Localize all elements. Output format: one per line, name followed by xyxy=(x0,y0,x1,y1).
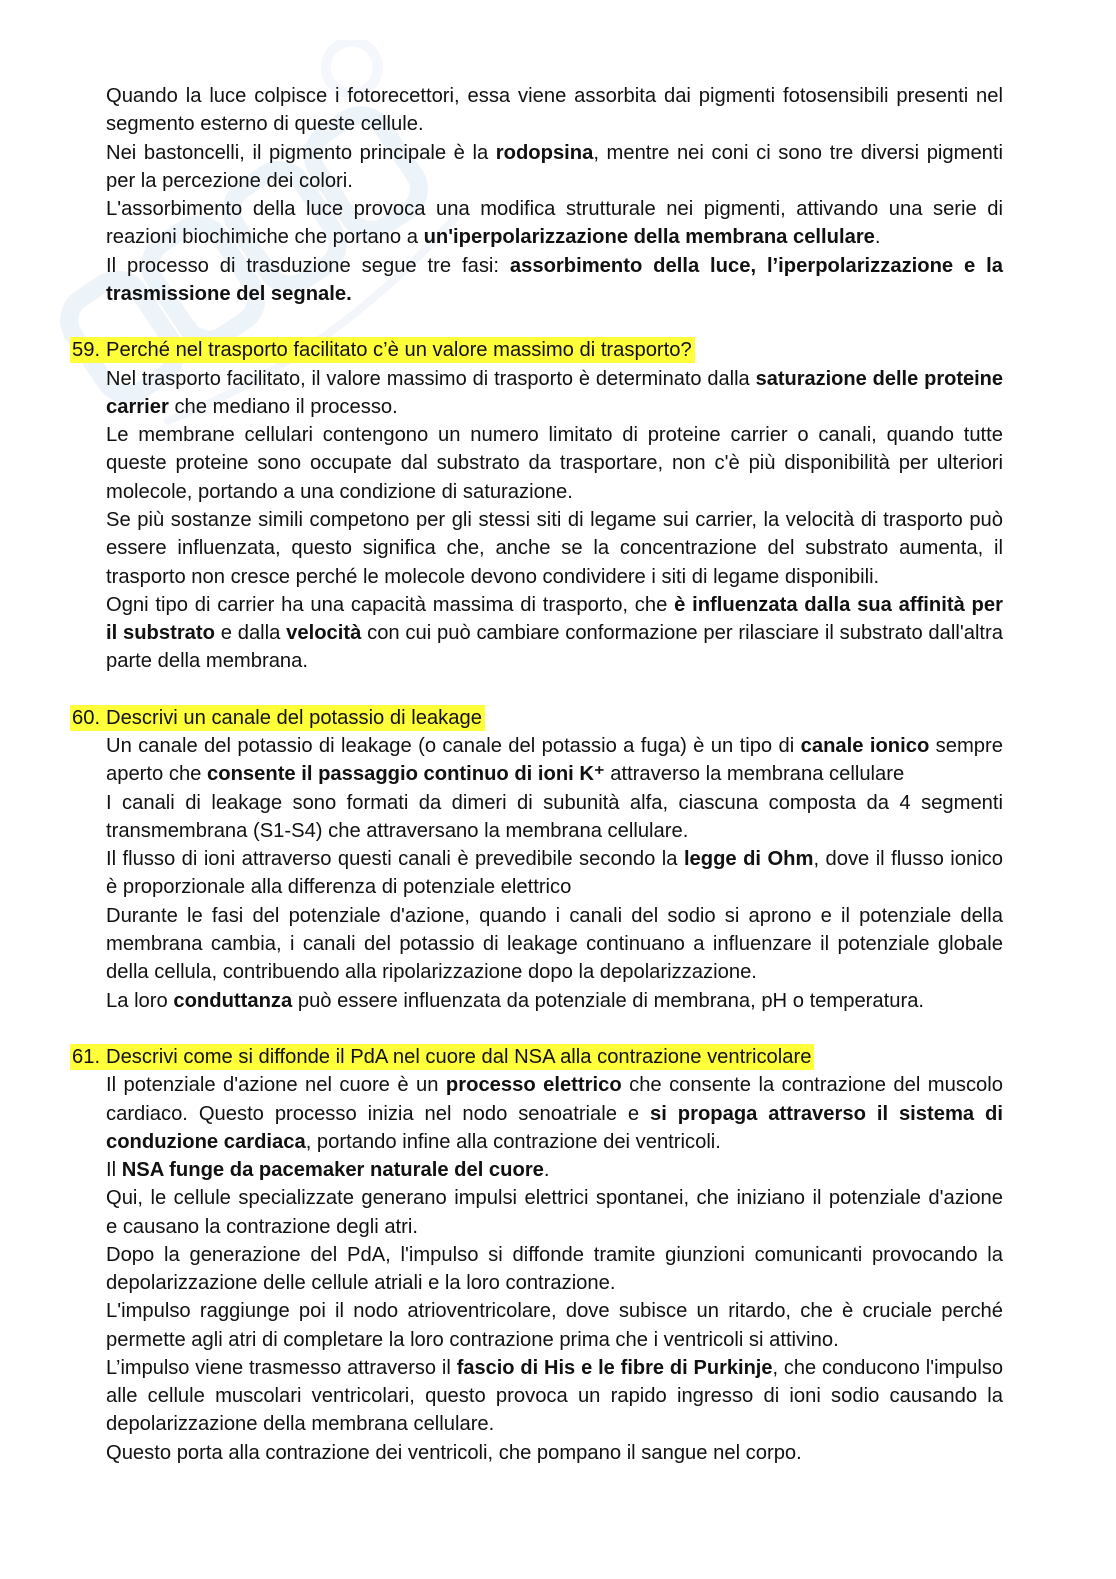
paragraph xyxy=(106,1156,1003,1184)
bold-text: trasmissione del segnale. xyxy=(106,282,352,305)
question-title: Descrivi come si diffonde il PdA nel cuore dal NSA alla contrazione ventricolare xyxy=(106,1046,812,1069)
text-line xyxy=(106,1297,1003,1325)
text-line xyxy=(106,647,1003,675)
text-line xyxy=(106,987,1003,1015)
paragraph xyxy=(106,845,1003,902)
heading-highlight xyxy=(70,1044,814,1070)
paragraph xyxy=(106,1354,1003,1439)
text-run: transmembrana (S1-S4) che attraversano la membrana cellulare. xyxy=(106,819,689,842)
text-run: sempre xyxy=(929,735,1003,758)
question-title: Descrivi un canale del potassio di leakage xyxy=(106,706,482,729)
bold-text: conduzione cardiaca xyxy=(106,1130,306,1153)
bold-text: canale ionico xyxy=(800,735,930,758)
text-run: membrana cambia, i canali del potassio di leakage continuano a influenzare il potenziale globale xyxy=(106,932,1003,955)
bold-text: rodopsina xyxy=(495,141,594,164)
text-line xyxy=(106,930,1003,958)
text-run: per la percezione dei colori. xyxy=(106,169,353,192)
text-line xyxy=(106,873,1003,901)
text-run: permette agli atri di completare la loro contrazione prima che i ventricoli si attivino. xyxy=(106,1328,839,1351)
text-run: Questo porta alla contrazione dei ventricoli, che pompano il sangue nel corpo. xyxy=(106,1441,802,1464)
question-heading xyxy=(70,704,1003,732)
text-run: queste proteine sono occupate dal substrato da trasportare, non c'è più disponibilità per ulteriori xyxy=(106,452,1003,475)
text-run: La loro xyxy=(106,989,174,1012)
text-line xyxy=(106,1100,1003,1128)
text-run: aperto che xyxy=(106,763,208,786)
paragraph xyxy=(106,139,1003,196)
text-run: con cui può cambiare conformazione per rilasciare il substrato dall'altra xyxy=(361,622,1003,645)
text-line xyxy=(106,82,1003,110)
text-run: parte della membrana. xyxy=(106,650,308,673)
paragraph xyxy=(106,1241,1003,1298)
question-section xyxy=(72,336,1004,675)
text-run: Un canale del potassio di leakage (o canale del potassio a fuga) è un tipo di xyxy=(106,735,801,758)
paragraph xyxy=(106,82,1003,139)
paragraph xyxy=(106,732,1003,789)
text-run: Nei bastoncelli, il pigmento principale è la xyxy=(106,141,496,164)
question-section xyxy=(72,704,1003,1015)
bold-text: è influenzata dalla sua affinità per xyxy=(674,593,1003,616)
text-line xyxy=(106,1128,1003,1156)
bold-text: assorbimento della luce, l’iperpolarizzazione e la xyxy=(509,254,1004,277)
text-line xyxy=(106,478,1003,506)
text-run: segmento esterno di queste cellule. xyxy=(106,113,424,136)
text-line xyxy=(106,167,1003,195)
bold-text: saturazione delle proteine xyxy=(755,367,1004,390)
text-run: cardiaco. Questo processo inizia nel nodo senoatriale e xyxy=(106,1102,651,1125)
text-run: attraverso la membrana cellulare xyxy=(604,763,905,786)
answer-continuation xyxy=(106,82,1003,308)
text-line xyxy=(106,195,1003,223)
text-run: che mediano il processo. xyxy=(168,395,398,418)
text-line xyxy=(106,1326,1003,1354)
text-run: trasporto non cresce perché le molecole devono condividere i siti di legame disponibili. xyxy=(106,565,880,588)
text-run: e causano la contrazione degli atri. xyxy=(106,1215,418,1238)
text-line xyxy=(106,845,1003,873)
text-line xyxy=(106,1382,1003,1410)
text-line xyxy=(106,1410,1003,1438)
text-line xyxy=(106,449,1003,477)
text-line xyxy=(106,789,1003,817)
text-run: della cellula, contribuendo alla ripolarizzazione dopo la depolarizzazione. xyxy=(106,961,757,984)
text-run: Ogni tipo di carrier ha una capacità massima di trasporto, che xyxy=(106,593,675,616)
text-run: L'impulso raggiunge poi il nodo atrioventricolare, dove subisce un ritardo, che è cruciale perché xyxy=(106,1300,1003,1323)
question-section xyxy=(72,1043,1003,1467)
text-run: depolarizzazione delle cellule atriali e la loro contrazione. xyxy=(106,1272,616,1295)
bold-text: conduttanza xyxy=(173,989,293,1012)
text-run: può essere influenzata da potenziale di membrana, pH o temperatura. xyxy=(292,989,925,1012)
text-line xyxy=(106,1439,1003,1467)
bold-text: legge di Ohm xyxy=(683,848,814,871)
text-line xyxy=(106,252,1003,280)
text-run: . xyxy=(543,1159,550,1182)
text-run: Qui, le cellule specializzate generano impulsi elettrici spontanei, che iniziano il potenziale d'azione xyxy=(106,1187,1003,1210)
paragraph xyxy=(106,1297,1003,1354)
text-run: , dove il flusso ionico xyxy=(813,848,1003,871)
text-run: , portando infine alla contrazione dei ventricoli. xyxy=(305,1130,721,1153)
text-run: alle cellule muscolari ventricolari, questo provoca un rapido ingresso di ioni sodio causando la xyxy=(106,1385,1003,1408)
paragraph xyxy=(106,195,1003,252)
text-line xyxy=(106,1156,1003,1184)
text-run: Il flusso di ioni attraverso questi canali è prevedibile secondo la xyxy=(106,848,684,871)
paragraph xyxy=(106,365,1003,422)
paragraph xyxy=(106,902,1003,987)
text-run: Il xyxy=(106,1159,122,1182)
text-run: Il processo di trasduzione segue tre fasi: xyxy=(106,254,510,277)
bold-text: fascio di His e le fibre di Purkinje xyxy=(456,1356,773,1379)
text-run: è proporzionale alla differenza di potenziale elettrico xyxy=(106,876,572,899)
paragraph xyxy=(106,506,1003,591)
question-heading xyxy=(70,1043,1003,1071)
text-run: essere influenzata, questo significa che, anche se la concentrazione del substrato aumenta, il xyxy=(106,537,1003,560)
text-run: L'assorbimento della luce provoca una modifica strutturale nei pigmenti, attivando una serie di xyxy=(106,198,1003,221)
text-line xyxy=(106,280,1003,308)
text-run: . xyxy=(874,226,881,249)
text-run: I canali di leakage sono formati da dimeri di subunità alfa, ciascuna composta da 4 segmenti xyxy=(106,791,1003,814)
bold-text: processo elettrico xyxy=(445,1074,622,1097)
text-run: e dalla xyxy=(214,622,287,645)
question-heading xyxy=(70,336,1003,364)
bold-text: velocità xyxy=(286,622,362,645)
paragraph xyxy=(106,1439,1003,1467)
text-line xyxy=(106,393,1003,421)
text-line xyxy=(106,563,1003,591)
text-line xyxy=(106,817,1003,845)
text-run: Durante le fasi del potenziale d'azione, quando i canali del sodio si aprono e il potenziale della xyxy=(106,904,1003,927)
heading-highlight xyxy=(70,337,695,363)
question-number: 59. xyxy=(72,339,101,362)
text-line xyxy=(106,619,1003,647)
text-line xyxy=(106,760,1003,788)
text-run: Quando la luce colpisce i fotorecettori, essa viene assorbita dai pigmenti fotosensibili presenti nel xyxy=(106,85,1003,107)
bold-text: consente il passaggio continuo di ioni K⁺ xyxy=(207,763,605,786)
text-run: , mentre nei coni ci sono tre diversi pigmenti xyxy=(593,141,1003,164)
paragraph xyxy=(106,987,1003,1015)
text-line xyxy=(106,958,1003,986)
text-run: , che conducono l'impulso xyxy=(772,1356,1003,1379)
text-run: Se più sostanze simili competono per gli stessi siti di legame sui carrier, la velocità di trasporto può xyxy=(106,508,1003,531)
text-run: reazioni biochimiche che portano a xyxy=(106,226,424,249)
text-line xyxy=(106,506,1003,534)
paragraph xyxy=(106,789,1003,846)
text-line xyxy=(106,139,1003,167)
text-line xyxy=(106,1241,1003,1269)
text-line xyxy=(106,591,1003,619)
bold-text: un'iperpolarizzazione della membrana cellulare xyxy=(423,226,875,249)
text-run: che consente la contrazione del muscolo xyxy=(621,1074,1003,1097)
text-line xyxy=(106,1269,1003,1297)
paragraph xyxy=(106,591,1003,676)
text-run: Nel trasporto facilitato, il valore massimo di trasporto è determinato dalla xyxy=(106,367,756,390)
question-title: Perché nel trasporto facilitato c’è un valore massimo di trasporto? xyxy=(106,339,692,362)
text-line xyxy=(106,1213,1003,1241)
question-number: 61. xyxy=(72,1046,101,1069)
text-line xyxy=(106,223,1003,251)
bold-text: NSA funge da pacemaker naturale del cuore xyxy=(121,1159,544,1182)
paragraph xyxy=(106,252,1003,309)
text-line xyxy=(106,1354,1003,1382)
paragraph xyxy=(106,421,1003,506)
text-line xyxy=(106,1184,1003,1212)
bold-text: il substrato xyxy=(106,622,215,645)
text-run: Le membrane cellulari contengono un numero limitato di proteine carrier o canali, quando tutte xyxy=(106,424,1003,447)
paragraph xyxy=(106,1184,1003,1241)
document-body xyxy=(72,82,1004,1467)
text-line xyxy=(106,902,1003,930)
text-line xyxy=(106,1071,1003,1099)
bold-text: si propaga attraverso il sistema di xyxy=(650,1102,1003,1125)
text-line xyxy=(106,365,1003,393)
text-run: Dopo la generazione del PdA, l'impulso si diffonde tramite giunzioni comunicanti provocando la xyxy=(106,1243,1003,1266)
text-run: Il potenziale d'azione nel cuore è un xyxy=(106,1074,446,1097)
text-line xyxy=(106,110,1003,138)
text-line xyxy=(106,732,1003,760)
heading-highlight xyxy=(70,705,485,731)
bold-text: carrier xyxy=(106,395,169,418)
text-line xyxy=(106,421,1003,449)
text-run: L’impulso viene trasmesso attraverso il xyxy=(106,1356,457,1379)
text-line xyxy=(106,534,1003,562)
text-run: molecole, portando a una condizione di saturazione. xyxy=(106,480,573,503)
question-number: 60. xyxy=(72,706,101,729)
text-run: depolarizzazione della membrana cellulare. xyxy=(106,1413,495,1436)
paragraph xyxy=(106,1071,1003,1156)
